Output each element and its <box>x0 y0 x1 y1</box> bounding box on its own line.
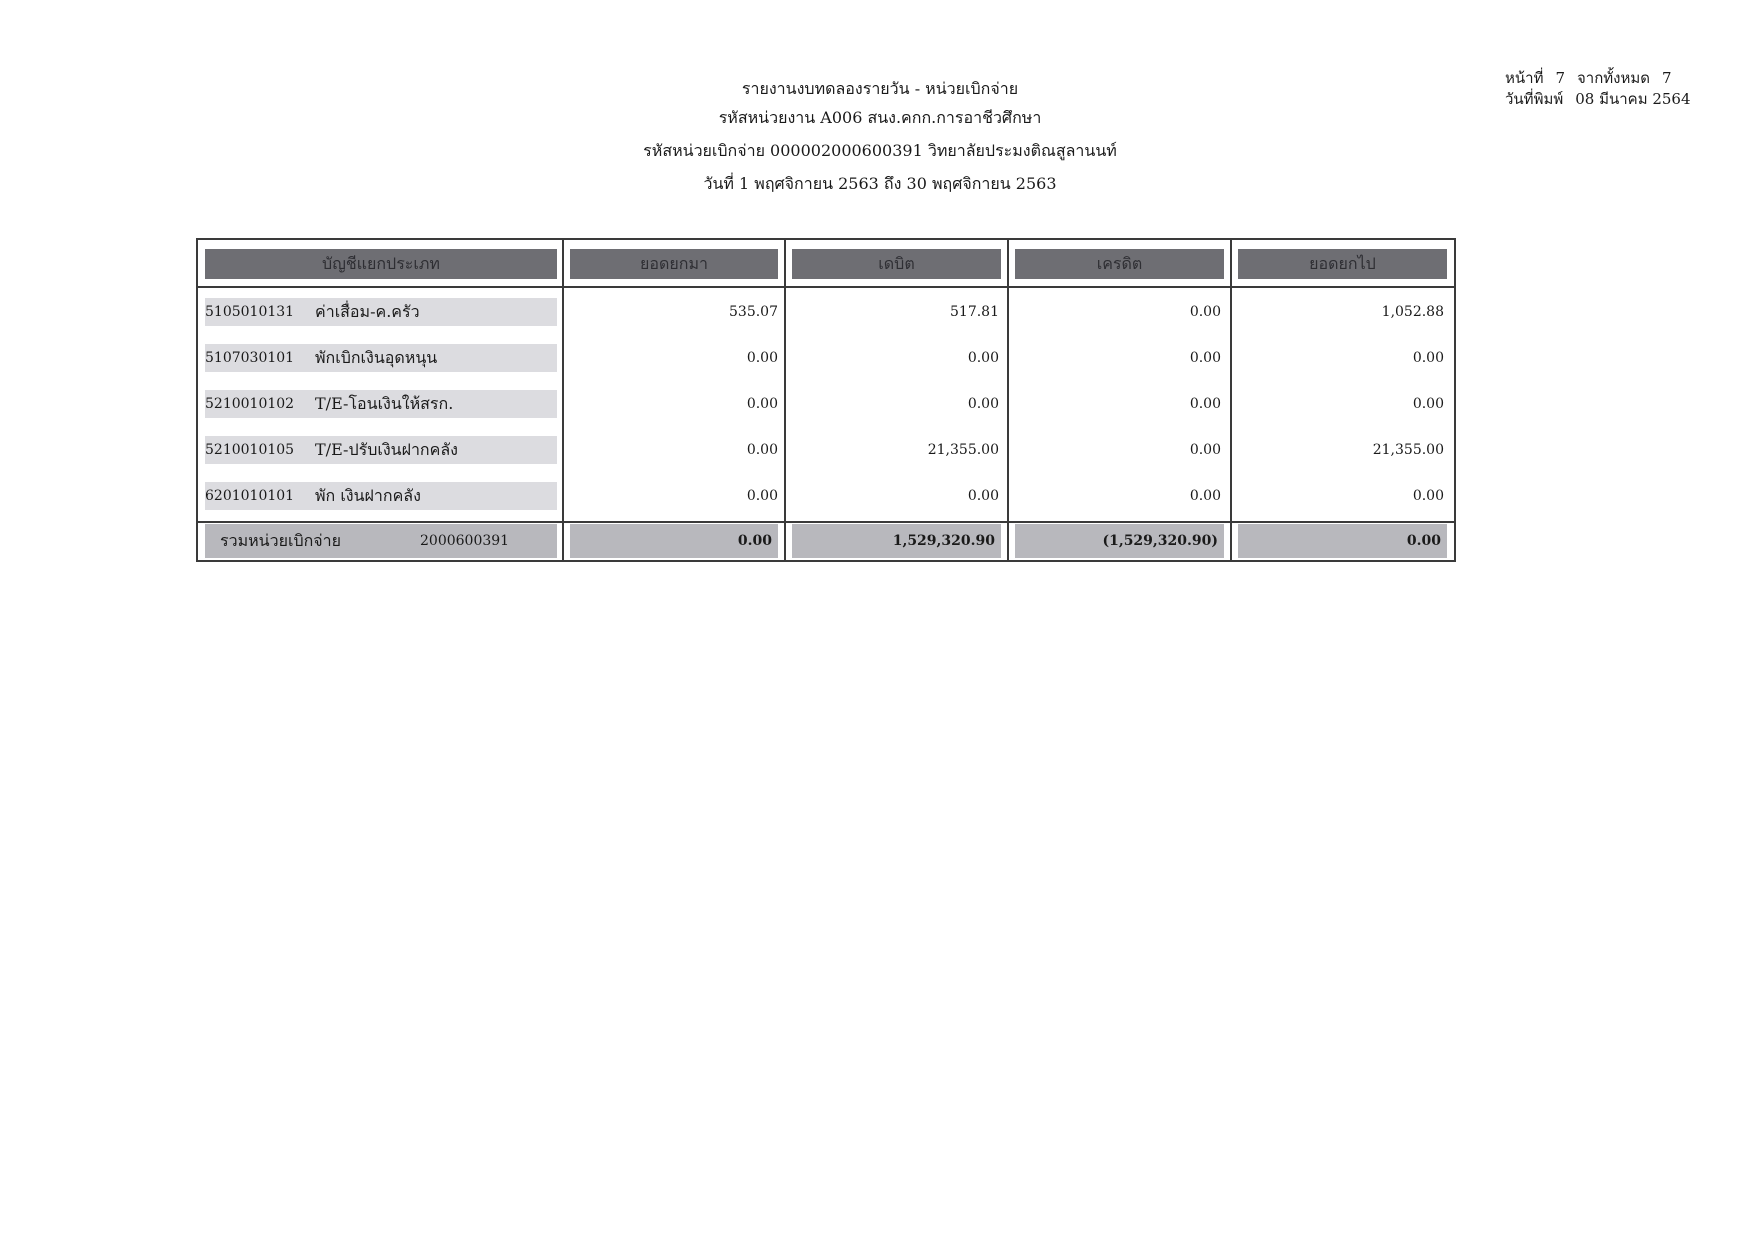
total-label-cell <box>205 524 557 558</box>
total-label: จากทั้งหมด <box>1577 69 1651 87</box>
total-debit: 1,529,320.90 <box>792 524 1001 558</box>
total-label: รวมหน่วยเบิกจ่าย <box>220 530 342 550</box>
total-row <box>198 524 1454 558</box>
debit-value: 0.00 <box>967 350 999 366</box>
account-code: 6201010101 <box>205 488 295 504</box>
debit-value: 0.00 <box>967 488 999 504</box>
table-row <box>198 390 1454 420</box>
carried-forward-value: 0.00 <box>1412 396 1444 412</box>
page-label: หน้าที่ <box>1505 69 1544 87</box>
brought-forward-value: 0.00 <box>746 396 778 412</box>
account-code: 5210010105 <box>205 442 295 458</box>
agency-line: รหัสหน่วยงาน A006 สนง.คกก.การอาชีวศึกษา <box>718 108 1042 127</box>
carried-forward-value: 0.00 <box>1412 488 1444 504</box>
column-header-credit: เครดิต <box>1015 249 1224 279</box>
table-row <box>198 298 1454 328</box>
carried-forward-value: 0.00 <box>1412 350 1444 366</box>
carried-forward-value: 1,052.88 <box>1381 304 1444 320</box>
trial-balance-table <box>196 238 1456 562</box>
credit-value: 0.00 <box>1189 442 1221 458</box>
column-header-account: บัญชีแยกประเภท <box>205 249 557 279</box>
account-cell <box>205 390 557 418</box>
carried-forward-value: 21,355.00 <box>1372 442 1444 458</box>
page-number: 7 <box>1555 69 1565 87</box>
total-divider <box>198 521 1454 523</box>
total-carried-forward: 0.00 <box>1238 524 1447 558</box>
report-header <box>560 74 1200 198</box>
debit-value: 517.81 <box>950 304 999 320</box>
account-code: 5210010102 <box>205 396 295 412</box>
debit-value: 21,355.00 <box>927 442 999 458</box>
account-name: พัก เงินฝากคลัง <box>315 485 421 505</box>
total-pages: 7 <box>1662 69 1672 87</box>
credit-value: 0.00 <box>1189 304 1221 320</box>
brought-forward-value: 0.00 <box>746 442 778 458</box>
credit-value: 0.00 <box>1189 350 1221 366</box>
total-brought-forward: 0.00 <box>570 524 778 558</box>
column-header-debit: เดบิต <box>792 249 1001 279</box>
page-number-line <box>1505 68 1703 89</box>
table-row <box>198 344 1454 374</box>
brought-forward-value: 0.00 <box>746 350 778 366</box>
credit-value: 0.00 <box>1189 488 1221 504</box>
print-date-label: วันที่พิมพ์ <box>1505 90 1564 108</box>
credit-value: 0.00 <box>1189 396 1221 412</box>
total-unit-code: 2000600391 <box>420 533 510 549</box>
total-credit: (1,529,320.90) <box>1015 524 1224 558</box>
account-cell <box>205 436 557 464</box>
account-name: ค่าเสื่อม-ค.ครัว <box>315 301 420 321</box>
table-row <box>198 482 1454 512</box>
account-name: T/E-โอนเงินให้สรก. <box>315 393 454 413</box>
account-code: 5107030101 <box>205 350 295 366</box>
page-meta <box>1505 68 1703 110</box>
print-date: 08 มีนาคม 2564 <box>1575 90 1691 108</box>
brought-forward-value: 535.07 <box>729 304 778 320</box>
account-cell <box>205 298 557 326</box>
brought-forward-value: 0.00 <box>746 488 778 504</box>
account-cell <box>205 344 557 372</box>
account-code: 5105010131 <box>205 304 295 320</box>
account-name: พักเบิกเงินอุดหนุน <box>315 347 438 367</box>
account-cell <box>205 482 557 510</box>
table-row <box>198 436 1454 466</box>
column-header-carried-forward: ยอดยกไป <box>1238 249 1447 279</box>
column-header-brought-forward: ยอดยกมา <box>570 249 778 279</box>
header-divider <box>198 286 1454 288</box>
account-name: T/E-ปรับเงินฝากคลัง <box>315 439 458 459</box>
period-line: วันที่ 1 พฤศจิกายน 2563 ถึง 30 พฤศจิกายน 2563 <box>703 174 1057 193</box>
print-date-line <box>1505 89 1703 110</box>
disbursing-unit-line: รหัสหน่วยเบิกจ่าย 000002000600391 วิทยาลัยประมงติณสูลานนท์ <box>643 141 1117 160</box>
report-title: รายงานงบทดลองรายวัน - หน่วยเบิกจ่าย <box>741 79 1019 98</box>
debit-value: 0.00 <box>967 396 999 412</box>
